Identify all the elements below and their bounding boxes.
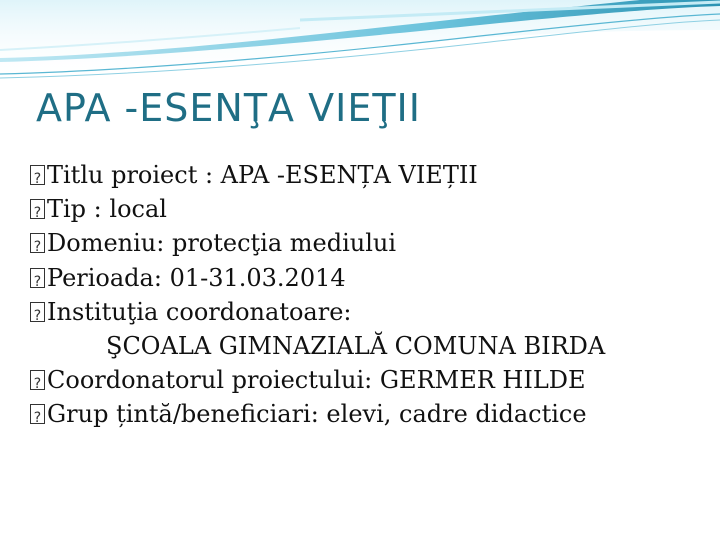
bullet-list — [30, 158, 700, 432]
bullet-text: Domeniu: protecţia mediului — [47, 229, 397, 258]
bullet-text: Coordonatorul proiectului: GERMER HILDE — [47, 366, 586, 395]
list-item — [30, 397, 700, 431]
missing-glyph-icon — [30, 370, 45, 390]
missing-glyph-icon — [30, 199, 45, 219]
bullet-text: Perioada: 01-31.03.2014 — [47, 263, 346, 292]
bullet-text: Grup țintă/beneficiari: elevi, cadre didactice — [47, 400, 587, 429]
missing-glyph-icon — [30, 233, 45, 253]
bullet-text: Tip : local — [47, 195, 167, 224]
list-item — [30, 226, 700, 260]
list-item — [30, 158, 700, 192]
slide-title: APA -ESENŢA VIEŢII — [36, 86, 421, 130]
bullet-text: Titlu proiect : APA -ESENȚA VIEȚII — [47, 161, 478, 189]
list-item — [30, 295, 700, 329]
list-item — [30, 261, 700, 295]
missing-glyph-icon — [30, 268, 45, 288]
list-item — [30, 363, 700, 397]
bullet-text: ŞCOALA GIMNAZIALĂ COMUNA BIRDA — [106, 331, 606, 360]
missing-glyph-icon — [30, 302, 45, 322]
list-item — [30, 192, 700, 226]
list-item-continuation — [30, 329, 700, 363]
bullet-text: Instituţia coordonatoare: — [47, 297, 352, 326]
header-wave-decoration — [0, 0, 720, 90]
missing-glyph-icon — [30, 165, 45, 185]
missing-glyph-icon — [30, 404, 45, 424]
